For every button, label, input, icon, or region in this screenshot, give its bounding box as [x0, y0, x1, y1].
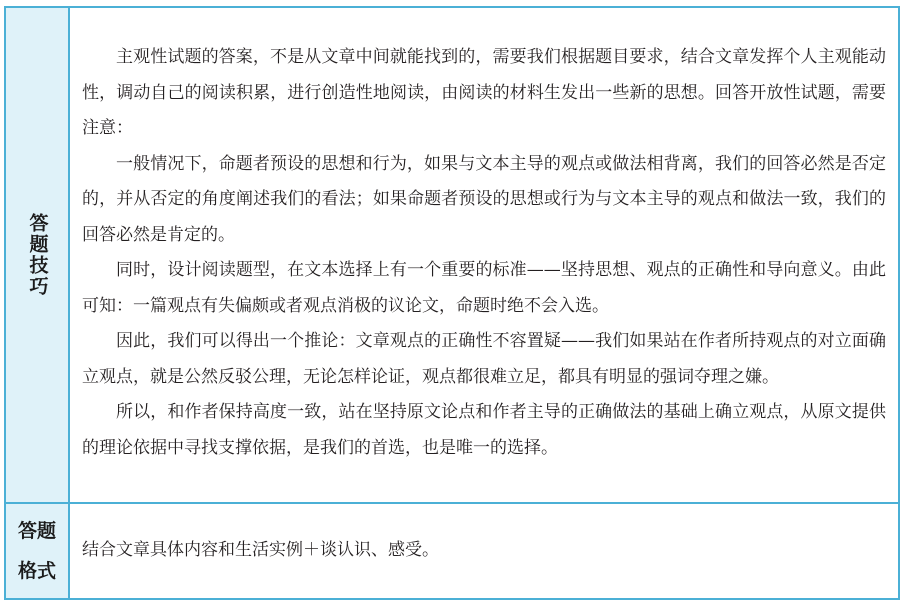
answer-skills-content	[70, 8, 898, 504]
answer-format-label-line1: 答题	[17, 520, 56, 542]
answer-format-content	[70, 504, 898, 598]
paragraph-4: 因此，我们可以得出一个推论：文章观点的正确性不容置疑——我们如果站在作者所持观点的对立面确立观点，就是公然反驳公理，无论怎样论证，观点都很难立足，都具有明显的强词夺理之嫌。	[82, 331, 886, 387]
answer-guide-table	[4, 6, 900, 600]
paragraph-5: 所以，和作者保持高度一致，站在坚持原文论点和作者主导的正确做法的基础上确立观点，从原文提供的理论依据中寻找支撑依据，是我们的首选，也是唯一的选择。	[82, 402, 886, 458]
paragraph-2: 一般情况下，命题者预设的思想和行为，如果与文本主导的观点或做法相背离，我们的回答必然是否定的，并从否定的角度阐述我们的看法；如果命题者预设的思想或行为与文本主导的观点和做法一致，我们的回答必然是肯定的。	[82, 153, 886, 245]
paragraph-1: 主观性试题的答案，不是从文章中间就能找到的，需要我们根据题目要求，结合文章发挥个人主观能动性，调动自己的阅读积累，进行创造性地阅读，由阅读的材料生发出一些新的思想。回答开放性试题，需要注意：	[82, 47, 886, 138]
answer-format-text: 结合文章具体内容和生活实例＋谈认识、感受。	[82, 540, 439, 561]
answer-skills-label: 答题技巧	[26, 213, 49, 297]
answer-format-label	[18, 511, 56, 591]
paragraph-3: 同时，设计阅读题型，在文本选择上有一个重要的标准——坚持思想、观点的正确性和导向意义。由此可知：一篇观点有失偏颇或者观点消极的议论文，命题时绝不会入选。	[82, 260, 886, 316]
answer-format-label-cell	[6, 504, 70, 598]
answer-skills-label-cell	[6, 8, 70, 504]
answer-format-label-line2: 格式	[17, 560, 56, 582]
